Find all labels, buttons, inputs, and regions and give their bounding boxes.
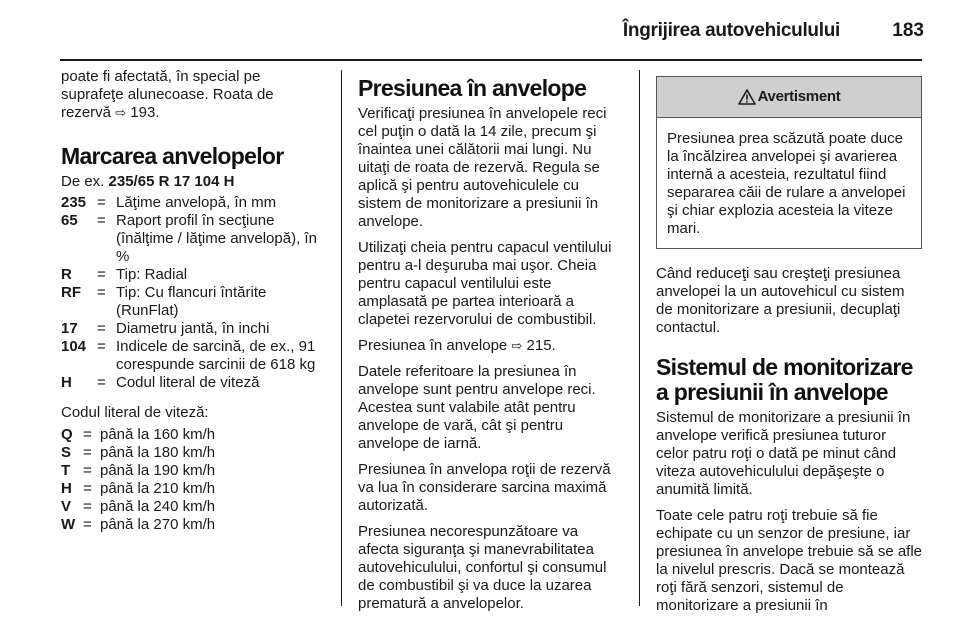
definition-equals: = xyxy=(83,462,92,479)
definition-equals: = xyxy=(83,498,92,515)
definition-equals: = xyxy=(97,320,106,337)
definition-term: V xyxy=(61,498,72,515)
pressure-paragraph-1: Verificaţi presiunea în anvelopele reci cel puţin o dată la 14 zile, precum şi înaintea unei călătorii mai lungi. Nu uitaţi de roata de rezervă. Regula se aplică şi pentru autovehiculele cu sistem de monitorizare a presiunii în anvelope. xyxy=(358,105,607,230)
definition-equals: = xyxy=(83,480,92,497)
speed-code-list xyxy=(61,426,323,534)
column-2 xyxy=(358,68,623,621)
definition-term: R xyxy=(61,266,72,283)
example-line xyxy=(61,173,323,191)
definition-row xyxy=(61,338,323,374)
definition-description: Codul literal de viteză xyxy=(116,374,260,391)
definition-description: până la 240 km/h xyxy=(100,498,216,515)
definition-equals: = xyxy=(97,194,106,211)
definition-description: până la 160 km/h xyxy=(100,426,216,443)
column-3 xyxy=(656,68,922,623)
pressure-paragraph-6: Presiunea necorespunzătoare va afecta siguranţa şi manevrabilitatea autovehiculului, confortul şi consumul de combustibil şi va duce la uzarea prematură a anvelopelor. xyxy=(358,523,607,612)
pressure-reference-link[interactable]: 215. xyxy=(526,337,556,354)
definition-row xyxy=(61,426,323,444)
warning-triangle-icon xyxy=(738,89,756,105)
section-heading-tyre-pressure: Presiunea în anvelope xyxy=(358,75,587,101)
definition-term: W xyxy=(61,516,76,533)
pressure-reference-text: Presiunea în anvelope xyxy=(358,337,508,354)
pressure-paragraph-2: Utilizaţi cheia pentru capacul ventilului pentru a-l deşuruba mai uşor. Cheia pentru capacul ventilului este amplasată pe partea interioară a clapetei rezervorului de combustibil. xyxy=(358,239,612,328)
section-heading-tpms: Sistemul de monitorizare a presiunii în anvelope xyxy=(656,354,913,405)
tpms-paragraph-1: Când reduceţi sau creşteţi presiunea anvelopei la un autovehicul cu sistem de monitorizare a presiunii, decuplaţi contactul. xyxy=(656,265,905,336)
page-reference-arrow-icon: ⇨ xyxy=(115,105,127,120)
definition-term: S xyxy=(61,444,72,461)
column-1 xyxy=(61,68,323,546)
definition-description: Tip: Radial xyxy=(116,266,188,283)
definition-description: până la 190 km/h xyxy=(100,462,216,479)
tyre-code-definition-list xyxy=(61,194,323,392)
speed-code-intro: Codul literal de viteză: xyxy=(61,404,209,421)
warning-box xyxy=(656,76,922,249)
tpms-paragraph-2: Sistemul de monitorizare a presiunii în anvelope verifică presiunea tuturor celor patru roţi o dată pe minut când viteza autovehiculului depăşeşte o anumită limită. xyxy=(656,409,911,498)
definition-equals: = xyxy=(83,444,92,461)
definition-term: 17 xyxy=(61,320,78,337)
definition-term: 104 xyxy=(61,338,87,355)
definition-description: Raport profil în secţiune (înălţime / lăţime anvelopă), în % xyxy=(116,212,317,265)
section-heading-tyre-marking: Marcarea anvelopelor xyxy=(61,143,284,169)
page-reference-arrow-icon: ⇨ xyxy=(511,338,523,353)
pressure-paragraph-4: Datele referitoare la presiunea în anvelope sunt pentru anvelope reci. Acestea sunt valabile atât pentru anvelope de vară, cât şi pentru anvelope de iarnă. xyxy=(358,363,596,452)
definition-equals: = xyxy=(83,426,92,443)
definition-term: 65 xyxy=(61,212,78,229)
definition-description: până la 180 km/h xyxy=(100,444,216,461)
definition-description: Lăţime anvelopă, în mm xyxy=(116,194,277,211)
definition-term: Q xyxy=(61,426,73,443)
definition-equals: = xyxy=(83,516,92,533)
header-divider xyxy=(60,59,922,61)
definition-row xyxy=(61,194,323,212)
definition-row xyxy=(61,444,323,462)
definition-term: H xyxy=(61,374,72,391)
definition-row xyxy=(61,284,323,320)
definition-description: Tip: Cu flancuri întărite (RunFlat) xyxy=(116,284,267,319)
example-code: 235/65 R 17 104 H xyxy=(108,173,235,190)
definition-equals: = xyxy=(97,266,106,283)
definition-row xyxy=(61,320,323,338)
definition-term: T xyxy=(61,462,71,479)
definition-description: Diametru jantă, în inchi xyxy=(116,320,270,337)
warning-header xyxy=(657,77,921,118)
example-prefix: De ex. xyxy=(61,173,105,190)
definition-description: până la 210 km/h xyxy=(100,480,216,497)
definition-row xyxy=(61,374,323,392)
definition-row xyxy=(61,212,323,266)
warning-text: Presiunea prea scăzută poate duce la încălzirea anvelopei şi avarierea internă a acesteia, rezultatul fiind separarea căii de rulare a anvelopei şi chiar explozia acesteia la viteze mari. xyxy=(667,130,906,237)
definition-equals: = xyxy=(97,284,106,301)
definition-equals: = xyxy=(97,374,106,391)
intro-paragraph xyxy=(61,68,323,122)
definition-equals: = xyxy=(97,338,106,355)
intro-reference-link[interactable]: 193. xyxy=(130,104,160,121)
definition-row xyxy=(61,498,323,516)
definition-term: RF xyxy=(61,284,81,301)
definition-term: 235 xyxy=(61,194,87,211)
column-divider-2 xyxy=(639,70,640,606)
definition-description: până la 270 km/h xyxy=(100,516,216,533)
intro-text: poate fi afectată, în special pe suprafeţe alunecoase. Roata de rezervă xyxy=(61,68,274,121)
definition-row xyxy=(61,462,323,480)
running-header-title: Îngrijirea autovehiculului xyxy=(622,20,840,41)
definition-row xyxy=(61,266,323,284)
definition-description: Indicele de sarcină, de ex., 91 corespunde sarcinii de 618 kg xyxy=(116,338,316,373)
tpms-paragraph-3: Toate cele patru roţi trebuie să fie echipate cu un senzor de presiune, iar presiunea în anvelope trebuie să se afle la nivelul prescris. Dacă se montează roţi fără senzori, sistemul de monitorizare a presiunii în xyxy=(656,507,923,614)
pressure-paragraph-3 xyxy=(358,337,623,355)
page-number: 183 xyxy=(892,20,924,41)
definition-row xyxy=(61,516,323,534)
column-divider-1 xyxy=(341,70,342,606)
warning-title: Avertisment xyxy=(757,88,841,105)
definition-equals: = xyxy=(97,212,106,229)
definition-row xyxy=(61,480,323,498)
pressure-paragraph-5: Presiunea în anvelopa roţii de rezervă va lua în considerare sarcina maximă autorizată. xyxy=(358,461,611,514)
definition-term: H xyxy=(61,480,72,497)
